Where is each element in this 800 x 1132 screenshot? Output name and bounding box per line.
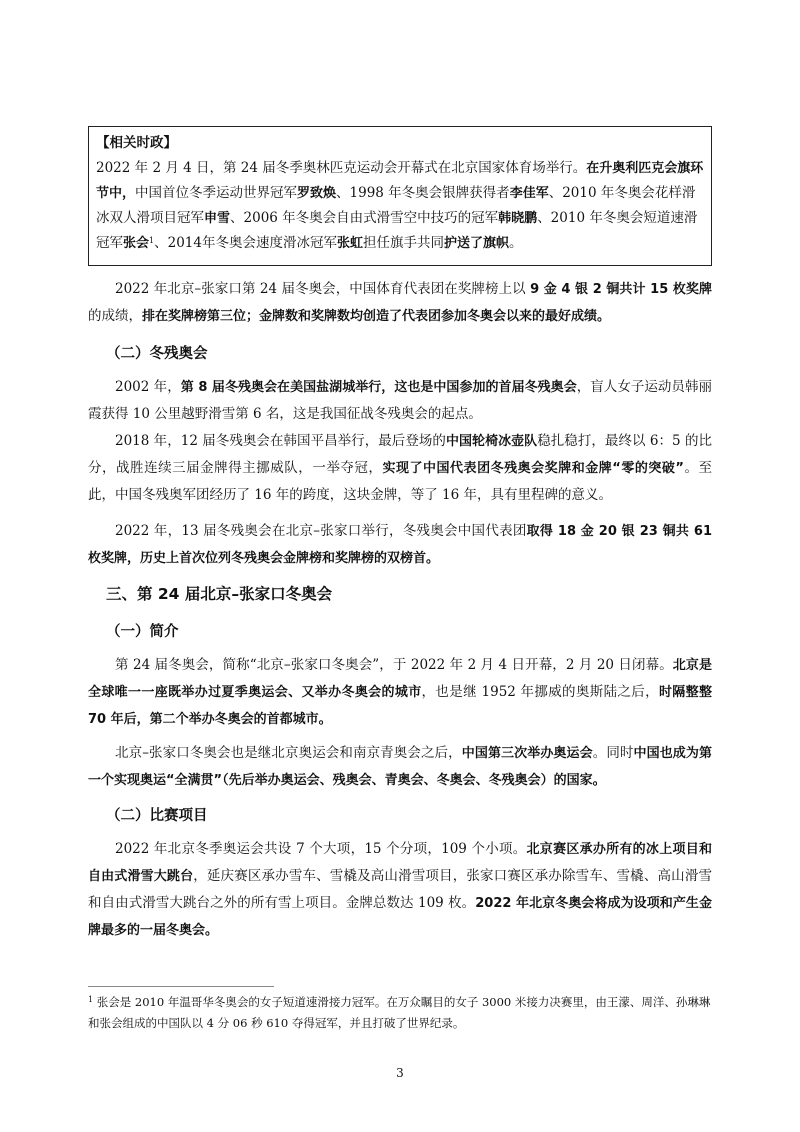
- emph-run: 北京是全球唯一一座既举办过夏季奥运会、又举办冬奥会的城市: [88, 658, 712, 700]
- emph-run: 2022 年北京冬奥会将成为设项和产生金牌最多的一届冬奥会。: [88, 896, 712, 938]
- box-text-run: 。: [509, 235, 523, 251]
- footnote-text: 张会是 2010 年温哥华冬奥会的女子短道速滑接力冠军。在万众瞩目的女子 3000 米接力决赛里，由王濛、周洋、孙琳琳和张会组成的中国队以 4 分 06 秒 610 夺得冠军，并且打破了世界纪录。: [88, 995, 711, 1030]
- text-run: 的成绩，: [88, 308, 142, 324]
- text-run: 2022 年，13 届冬残奥会在北京–张家口举行，冬残奥会中国代表团: [115, 523, 527, 539]
- box-text-run: 、2010 年冬奥会短道速滑冠军: [96, 210, 698, 251]
- emph-run: 中国轮椅冰壶队: [445, 434, 538, 449]
- paragraph-2018: [88, 428, 712, 509]
- emph-run: 取得 18 金 20 银 23 铜共 61 枚奖牌，历史上首次位列冬残奥会金牌榜和奖牌榜的双榜首。: [88, 524, 712, 566]
- text-run: 2018 年，12 届冬残奥会在韩国平昌举行，最后登场的: [115, 433, 446, 449]
- heading-intro: （一）简介: [106, 624, 179, 640]
- page-number: 3: [396, 1066, 404, 1080]
- box-text-run: 中国首位冬季运动世界冠军: [135, 185, 298, 201]
- text-run: 。同时: [592, 745, 634, 761]
- emph-run: 北京赛区承办所有的冰上项目和自由式滑雪大跳台: [88, 842, 712, 884]
- box-text-run: 、1998 年冬奥会银牌获得者: [336, 185, 510, 201]
- emph-run: 时隔整整 70 年后，第二个举办冬奥会的首都城市。: [88, 685, 712, 727]
- box-text: [96, 156, 704, 256]
- paragraph-2022: [88, 518, 712, 572]
- text-run: ，延庆赛区承办雪车、雪橇及高山滑雪项目，张家口赛区承办除雪车、雪橇、高山滑雪和自由式滑雪大跳台之外的所有雪上项目。金牌总数达 109 枚。: [88, 868, 712, 911]
- footnote: [88, 992, 712, 1034]
- paragraph-events: [88, 836, 712, 944]
- text-run: ，盲人女子运动员韩丽霞获得 10 公里越野滑雪第 6 名，这是我国征战冬残奥会的起点。: [88, 379, 712, 422]
- box-emph: 护送了旗帜: [443, 236, 509, 251]
- box-name: 罗致焕: [297, 186, 337, 201]
- box-text-run: 目冠军: [163, 210, 204, 226]
- emph-run: 中国第三次举办奥运会: [461, 746, 593, 761]
- emph-run: 9 金 4 银 2 铜共计 15 枚奖牌: [530, 282, 712, 297]
- box-text-run: 年冬奥会速度滑冰冠军: [201, 235, 337, 251]
- text-run: 2022 年北京冬季奥运会共设 7 个大项，15 个分项，109 个小项。: [115, 841, 527, 857]
- box-text-run: 担任旗手共同: [362, 235, 444, 251]
- box-name: 李佳军: [509, 186, 549, 201]
- box-name: 张虹: [336, 236, 363, 251]
- emph-run: 中国也成为第一个实现奥运“全满贯”（先后举办奥运会、残奥会、青奥会、冬奥会、冬残奥会）的国家。: [88, 746, 712, 788]
- emph-run: 第 8 届冬残奥会在美国盐湖城举行，这也是中国参加的首届冬残奥会: [180, 380, 577, 395]
- text-run: 。至此，中国冬残奥军团经历了 16 年的跨度，这块金牌，等了 16 年，具有里程碑的意义。: [88, 460, 713, 503]
- box-title: 【相关时政】: [96, 135, 177, 151]
- paragraph-grand-slam: [88, 740, 712, 794]
- text-run: 2022 年北京–张家口第 24 届冬奥会，中国体育代表团在奖牌榜上以: [115, 281, 531, 297]
- box-name: 申雪: [204, 211, 231, 226]
- box-text-run: 、2006 年冬奥会自由式滑雪空中技巧的冠军: [230, 210, 499, 226]
- text-run: 北京–张家口冬奥会也是继北京奥运会和南京青奥会之后，: [115, 745, 462, 761]
- paragraph-intro: [88, 652, 712, 733]
- heading-events: （二）比赛项目: [106, 808, 208, 824]
- paragraph-medals: [88, 276, 712, 330]
- box-name: 韩晓鹏: [498, 211, 538, 226]
- footnote-ref[interactable]: 1: [149, 236, 155, 245]
- text-run: 2002 年，: [115, 379, 181, 395]
- box-name: 张会: [123, 236, 150, 251]
- paragraph-2002: [88, 374, 712, 428]
- text-run: 稳扎稳打，最终以 6：5 的比分，战胜连续三届金牌得主挪威队，一举夺冠，: [88, 433, 712, 476]
- footnote-mark: 1: [88, 995, 94, 1004]
- box-text-run: 2022 年 2 月 4 日，第 24 届冬季奥林匹克运动会开幕式在北京国家体育场举行。: [96, 160, 587, 176]
- box-emph: 在升奥利匹克会旗环节中，: [96, 161, 704, 201]
- emph-run: 实现了中国代表团冬残奥会奖牌和金牌“零的突破”: [382, 461, 684, 476]
- text-run: 第 24 届冬奥会，简称“北京–张家口冬奥会”，于 2022 年 2 月 4 日开幕，2 月 20 日闭幕。: [115, 657, 673, 673]
- heading-winter-paralympics: （二）冬残奥会: [106, 346, 208, 362]
- related-news-box: [88, 126, 712, 266]
- box-text-run: 、2010 年冬奥会花样滑冰双人滑项: [96, 185, 696, 226]
- heading-section-three: 三、第 24 届北京–张家口冬奥会: [106, 585, 333, 603]
- footnote-divider: [88, 986, 274, 987]
- text-run: ，也是继 1952 年挪威的奥斯陆之后，: [421, 684, 659, 700]
- box-text-run: 、2014: [154, 235, 202, 251]
- emph-run: 排在奖牌榜第三位；金牌数和奖牌数均创造了代表团参加冬奥会以来的最好成绩。: [142, 309, 611, 324]
